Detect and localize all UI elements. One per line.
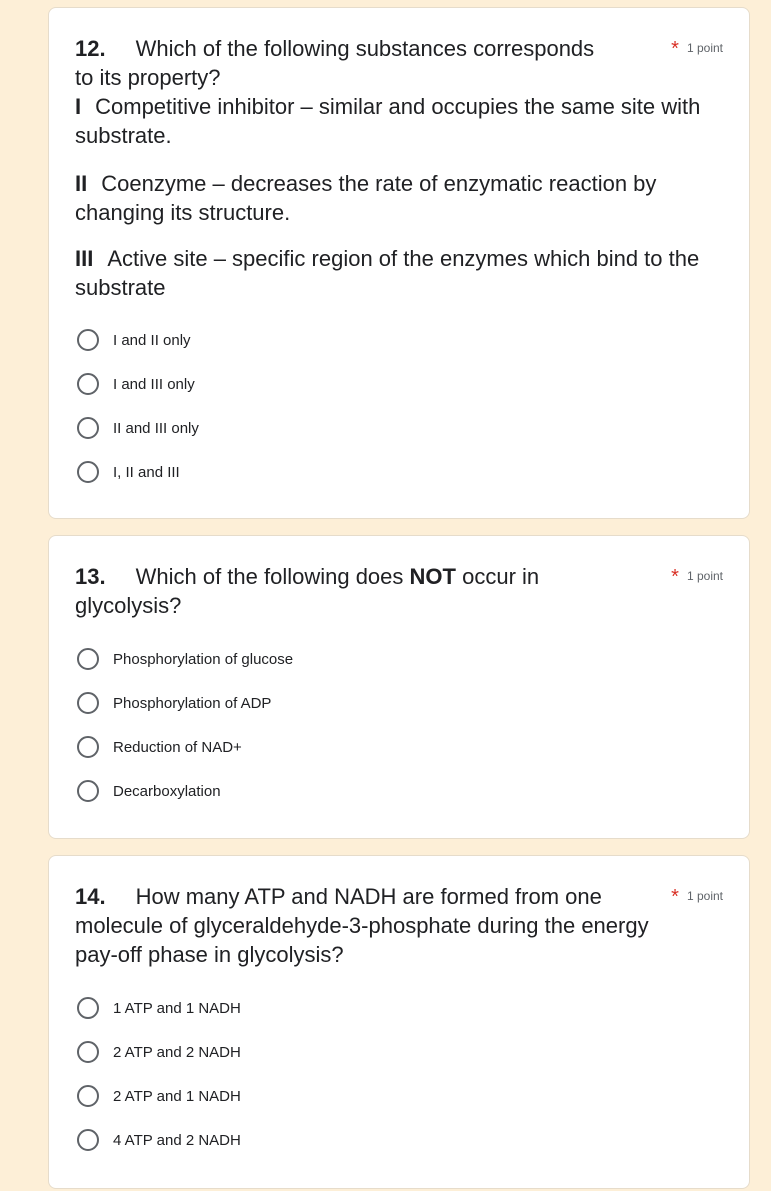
required-asterisk: * xyxy=(671,566,679,588)
radio-icon[interactable] xyxy=(77,417,99,439)
radio-icon[interactable] xyxy=(77,1085,99,1107)
required-asterisk: * xyxy=(671,38,679,60)
statement: III Active site – specific region of the enzymes which bind to the substrate xyxy=(75,246,700,300)
question-title: 13. Which of the following does NOT occur in glycolysis? xyxy=(75,564,540,618)
statement: I Competitive inhibitor – similar and occupies the same site with substrate. xyxy=(75,94,701,148)
radio-icon[interactable] xyxy=(77,736,99,758)
option[interactable]: Phosphorylation of glucose xyxy=(75,637,293,681)
option[interactable]: 4 ATP and 2 NADH xyxy=(75,1118,241,1162)
option[interactable]: 2 ATP and 1 NADH xyxy=(75,1074,241,1118)
option[interactable]: I, II and III xyxy=(75,450,199,494)
points-label: * 1 point xyxy=(671,886,723,908)
option[interactable]: II and III only xyxy=(75,406,199,450)
option[interactable]: 1 ATP and 1 NADH xyxy=(75,986,241,1030)
question-card-12 xyxy=(48,7,750,519)
question-title: 12. Which of the following substances corresponds to its property? xyxy=(75,36,595,90)
options-group xyxy=(75,318,199,494)
radio-icon[interactable] xyxy=(77,1041,99,1063)
question-card-13 xyxy=(48,535,750,839)
radio-icon[interactable] xyxy=(77,373,99,395)
option[interactable]: Reduction of NAD+ xyxy=(75,725,293,769)
radio-icon[interactable] xyxy=(77,461,99,483)
statement: II Coenzyme – decreases the rate of enzymatic reaction by changing its structure. xyxy=(75,171,657,225)
radio-icon[interactable] xyxy=(77,648,99,670)
points-label: * 1 point xyxy=(671,38,723,60)
question-header xyxy=(75,34,723,302)
question-title: 14. How many ATP and NADH are formed from one molecule of glyceraldehyde-3-phosphate during the energy pay-off phase in glycolysis? xyxy=(75,884,649,967)
radio-icon[interactable] xyxy=(77,329,99,351)
points-label: * 1 point xyxy=(671,566,723,588)
radio-icon[interactable] xyxy=(77,692,99,714)
option[interactable]: I and II only xyxy=(75,318,199,362)
option[interactable]: Decarboxylation xyxy=(75,769,293,813)
radio-icon[interactable] xyxy=(77,1129,99,1151)
option[interactable]: Phosphorylation of ADP xyxy=(75,681,293,725)
option[interactable]: 2 ATP and 2 NADH xyxy=(75,1030,241,1074)
options-group xyxy=(75,986,241,1162)
question-card-14 xyxy=(48,855,750,1189)
question-header xyxy=(75,562,723,620)
option[interactable]: I and III only xyxy=(75,362,199,406)
required-asterisk: * xyxy=(671,886,679,908)
question-header xyxy=(75,882,723,969)
options-group xyxy=(75,637,293,813)
radio-icon[interactable] xyxy=(77,997,99,1019)
radio-icon[interactable] xyxy=(77,780,99,802)
